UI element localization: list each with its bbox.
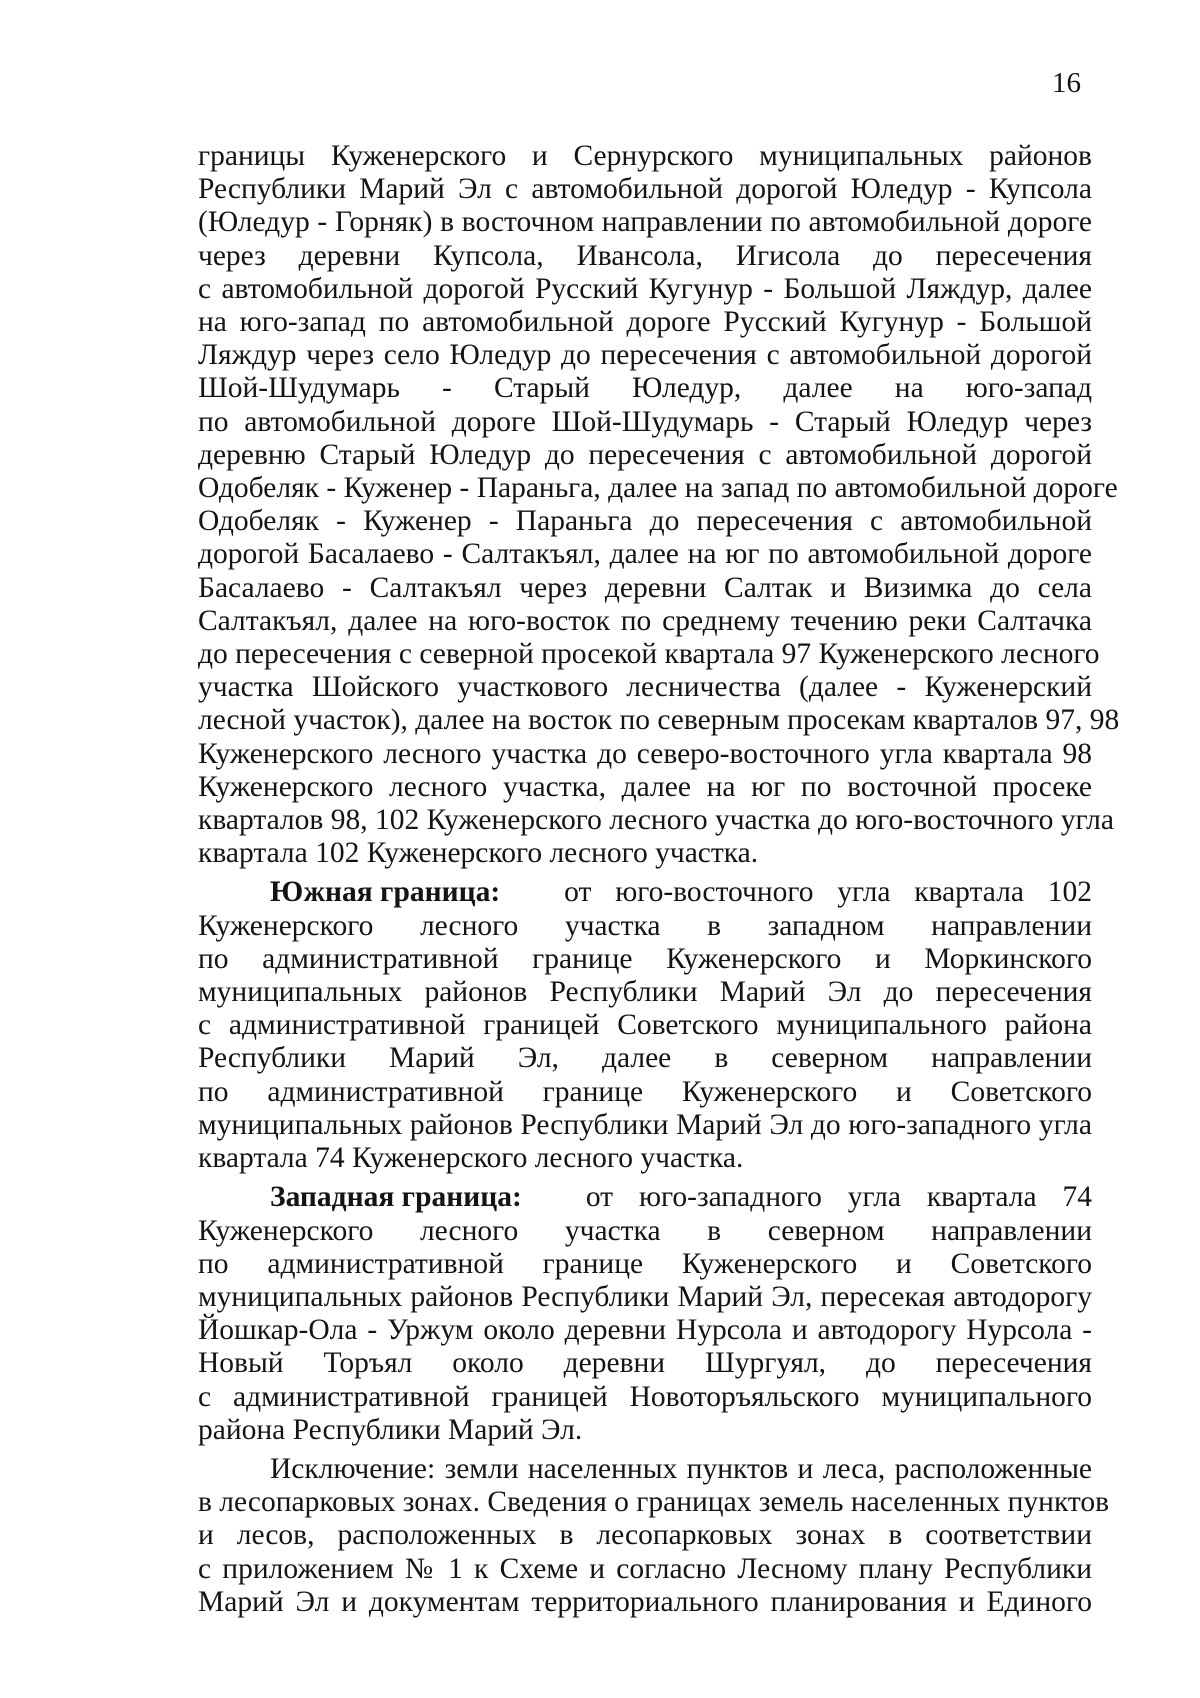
paragraph-exception	[198, 1452, 1110, 1619]
text-line: на юго-запад по автомобильной дороге Русский Кугунур - Большой	[198, 306, 1092, 339]
text-line: Марий Эл и документам территориального планирования и Единого	[198, 1585, 1092, 1618]
text-line: от юго-восточного угла квартала 102	[564, 876, 1092, 909]
text-line: Одобеляк - Куженер - Параньга, далее на запад по автомобильной дороге	[198, 472, 1118, 505]
paragraph-first-line	[198, 1181, 1092, 1214]
text-line: Исключение: земли населенных пунктов и леса, расположенные	[270, 1452, 1092, 1485]
text-line: Новый Торъял около деревни Шургуял, до пересечения	[198, 1347, 1092, 1380]
text-line: с административной границей Советского муниципального района	[198, 1009, 1092, 1042]
text-line: Куженерского лесного участка в западном направлении	[198, 909, 1092, 942]
document-body	[198, 140, 1120, 1625]
text-line: лесной участок), далее на восток по северным просекам кварталов 97, 98	[198, 704, 1120, 737]
text-line: района Республики Марий Эл.	[198, 1413, 583, 1446]
text-line: деревню Старый Юледур до пересечения с автомобильной дорогой	[198, 438, 1092, 471]
text-line: по административной границе Куженерского и Советского	[198, 1075, 1092, 1108]
text-line: муниципальных районов Республики Марий Эл до юго-западного угла	[198, 1108, 1092, 1141]
text-line: до пересечения с северной просекой квартала 97 Куженерского лесного	[198, 638, 1100, 671]
text-line: по автомобильной дороге Шой-Шудумарь - Старый Юледур через	[198, 405, 1092, 438]
text-line: Одобеляк - Куженер - Параньга до пересечения с автомобильной	[198, 505, 1092, 538]
text-line: через деревни Купсола, Ивансола, Игисола до пересечения	[198, 239, 1092, 272]
text-line: Басалаево - Салтакъял через деревни Салтак и Визимка до села	[198, 571, 1092, 604]
text-line: границы Куженерского и Сернурского муниципальных районов	[198, 140, 1092, 172]
text-line: Республики Марий Эл, далее в северном направлении	[198, 1042, 1092, 1075]
paragraph-western-border	[198, 1181, 1092, 1447]
text-line: по административной границе Куженерского и Советского	[198, 1247, 1092, 1280]
text-line: и лесов, расположенных в лесопарковых зонах в соответствии	[198, 1519, 1092, 1552]
text-line: Шой-Шудумарь - Старый Юледур, далее на юго-запад	[198, 372, 1092, 405]
text-line: участка Шойского участкового лесничества (далее - Куженерский	[198, 671, 1092, 704]
text-line: с автомобильной дорогой Русский Кугунур - Большой Ляждур, далее	[198, 272, 1092, 305]
paragraph-continuation	[198, 140, 1120, 870]
text-line: с приложением № 1 к Схеме и согласно Лесному плану Республики	[198, 1552, 1092, 1585]
text-line: квартала 74 Куженерского лесного участка.	[198, 1142, 744, 1175]
text-line: дорогой Басалаево - Салтакъял, далее на юг по автомобильной дороге	[198, 538, 1092, 571]
text-line: Куженерского лесного участка до северо-восточного угла квартала 98	[198, 737, 1092, 770]
paragraph-first-line	[198, 876, 1092, 909]
section-heading: Южная граница:	[270, 876, 501, 909]
text-line: от юго-западного угла квартала 74	[585, 1181, 1092, 1214]
text-line: (Юледур - Горняк) в восточном направлении по автомобильной дороге	[198, 206, 1092, 239]
text-line: Куженерского лесного участка в северном направлении	[198, 1214, 1092, 1247]
text-line: с административной границей Новоторъяльского муниципального	[198, 1380, 1092, 1413]
text-line: кварталов 98, 102 Куженерского лесного участка до юго-восточного угла	[198, 804, 1114, 837]
text-line: Йошкар-Ола - Уржум около деревни Нурсола и автодорогу Нурсола -	[198, 1314, 1092, 1347]
page-number: 16	[1052, 67, 1081, 99]
text-line: муниципальных районов Республики Марий Эл до пересечения	[198, 976, 1092, 1009]
text-line: Республики Марий Эл с автомобильной дорогой Юледур - Купсола	[198, 173, 1092, 206]
text-line: Куженерского лесного участка, далее на юг по восточной просеке	[198, 770, 1092, 803]
section-heading: Западная граница:	[270, 1181, 522, 1214]
text-line: по административной границе Куженерского и Моркинского	[198, 942, 1092, 975]
text-line: в лесопарковых зонах. Сведения о границах земель населенных пунктов	[198, 1486, 1110, 1519]
text-line: Салтакъял, далее на юго-восток по среднему течению реки Салтачка	[198, 604, 1092, 637]
text-line: муниципальных районов Республики Марий Эл, пересекая автодорогу	[198, 1280, 1092, 1313]
text-line: Ляждур через село Юледур до пересечения с автомобильной дорогой	[198, 339, 1092, 372]
paragraph-southern-border	[198, 876, 1092, 1175]
text-line: квартала 102 Куженерского лесного участка.	[198, 837, 759, 870]
